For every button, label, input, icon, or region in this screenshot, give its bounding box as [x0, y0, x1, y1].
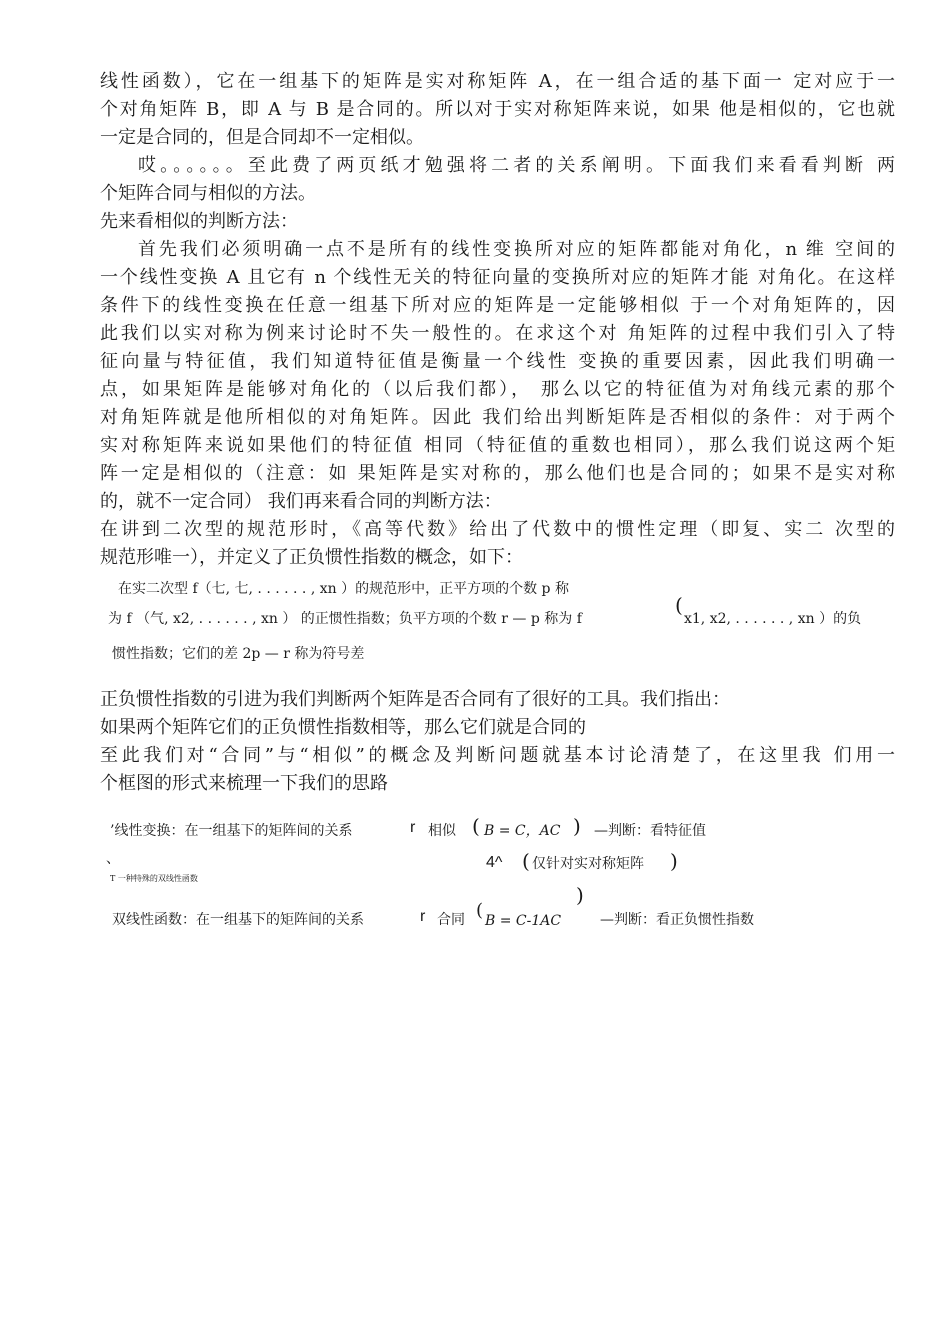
arrow-note: 仅针对实对称矩阵 — [532, 856, 644, 872]
paragraph-line: 首先我们必须明确一点不是所有的线性变换所对应的矩阵都能对角化，n 维 空间的 — [138, 239, 895, 260]
open-paren: ( — [522, 849, 530, 873]
paragraph-line: 在讲到二次型的规范形时，《高等代数》给出了代数中的惯性定理（即复、实二 次型的 — [100, 519, 895, 540]
arrow-label: 4^ — [486, 854, 503, 871]
open-paren: ( — [476, 900, 484, 921]
diagram-row2-judgement: —判断：看正负惯性指数 — [600, 912, 754, 928]
open-paren: ( — [472, 814, 480, 838]
close-paren: ) — [670, 849, 678, 873]
diagram-row1-judgement: —判断：看特征值 — [594, 823, 706, 839]
diagram-row1-relation: 相似 — [428, 823, 456, 839]
paragraph-line: 此我们以实对称为例来讨论时不失一般性的。在求这个对 角矩阵的过程中我们引入了特 — [100, 323, 895, 344]
close-paren: ) — [576, 883, 584, 907]
diagram-row1-label: ’线性变换：在一组基下的矩阵间的关系 — [110, 823, 353, 839]
diagram-row1-r: r — [410, 819, 416, 836]
paragraph-line: 规范形唯一），并定义了正负惯性指数的概念，如下： — [100, 547, 523, 568]
definition-line: 为 f （气, x2, . . . . . . , xn ） 的正惯性指数；负平方项的个数 r — p 称为 f — [108, 611, 582, 627]
mark-dun: 、 — [106, 851, 120, 867]
paragraph-line: 个框图的形式来梳理一下我们的思路 — [100, 773, 388, 794]
paragraph-line: 一个线性变换 A 且它有 n 个线性无关的特征向量的变换所对应的矩阵才能 对角化。在这样 — [100, 267, 895, 288]
paragraph-line: 的，就不一定合同） 我们再来看合同的判断方法： — [100, 491, 502, 512]
paragraph-line: 实对称矩阵来说如果他们的特征值 相同（特征值的重数也相同），那么我们说这两个矩 — [100, 435, 895, 456]
diagram-row2-label: 双线性函数：在一组基下的矩阵间的关系 — [112, 912, 364, 928]
tiny-note: T 一种特殊的双线性函数 — [110, 874, 198, 883]
paragraph-line: 如果两个矩阵它们的正负惯性指数相等，那么它们就是合同的 — [100, 717, 586, 738]
diagram-row2-relation: 合同 — [437, 912, 465, 928]
paragraph-line: 个矩阵合同与相似的方法。 — [100, 183, 316, 204]
paragraph-line: 正负惯性指数的引进为我们判断两个矩阵是否合同有了很好的工具。我们指出： — [100, 689, 730, 710]
paragraph-line: 一定是合同的，但是合同却不一定相似。 — [100, 127, 424, 148]
diagram-row2-r: r — [420, 908, 426, 925]
paragraph-line: 条件下的线性变换在任意一组基下所对应的矩阵是一定能够相似 于一个对角矩阵的，因 — [100, 295, 895, 316]
close-paren: ) — [573, 814, 581, 838]
definition-line: x1, x2, . . . . . . , xn ）的负 — [684, 611, 862, 627]
paragraph-line: 对角矩阵就是他所相似的对角矩阵。因此 我们给出判断矩阵是否相似的条件：对于两个 — [100, 407, 895, 428]
open-paren: ( — [675, 593, 683, 617]
section-heading: 先来看相似的判断方法： — [100, 211, 298, 232]
paragraph-line: 至此我们对“合同”与“相似”的概念及判断问题就基本讨论清楚了，在这里我 们用一 — [100, 745, 895, 766]
paragraph-line: 个对角矩阵 B，即 A 与 B 是合同的。所以对于实对称矩阵来说，如果 他是相似的，它也就 — [100, 99, 895, 120]
paragraph-line: 阵一定是相似的（注意：如 果矩阵是实对称的，那么他们也是合同的；如果不是实对称 — [100, 463, 895, 484]
paragraph-line: 点，如果矩阵是能够对角化的（以后我们都）， 那么以它的特征值为对角线元素的那个 — [100, 379, 895, 400]
definition-line: 惯性指数；它们的差 2p — r 称为符号差 — [112, 646, 365, 662]
diagram-row2-formula: B = C-1AC — [485, 913, 562, 929]
paragraph-line: 线性函数），它在一组基下的矩阵是实对称矩阵 A，在一组合适的基下面一 定对应于一 — [100, 71, 895, 92]
paragraph-line: 哎。。。。。。至此费了两页纸才勉强将二者的关系阐明。下面我们来看看判断 两 — [138, 155, 895, 176]
paragraph-line: 征向量与特征值，我们知道特征值是衡量一个线性 变换的重要因素，因此我们明确一 — [100, 351, 895, 372]
definition-line: 在实二次型 f（七, 七, . . . . . . , xn ）的规范形中，正平方项的个数 p 称 — [118, 581, 569, 597]
diagram-row1-formula: B = C，AC — [484, 823, 561, 839]
